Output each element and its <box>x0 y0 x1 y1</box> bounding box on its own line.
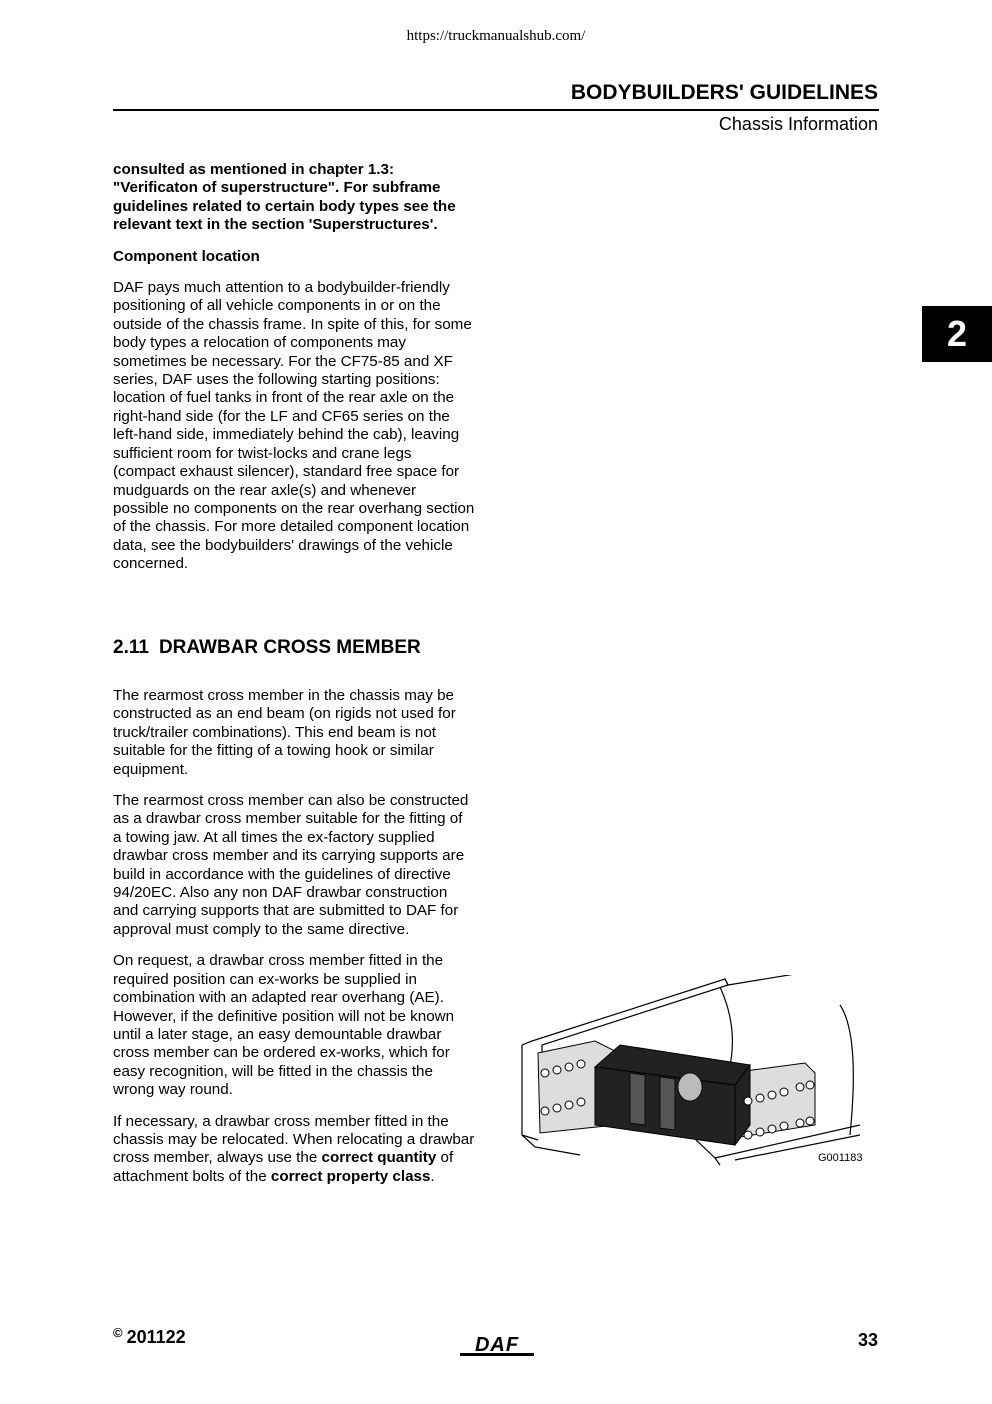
page-header-subtitle: Chassis Information <box>718 114 878 134</box>
paragraph-3: On request, a drawbar cross member fitted in the required position can ex-works be supplied in combination with an adapted rear overhang (AE). However, if the definitive position will not be known until a later stage, an easy demountable drawbar cross member can be ordered ex-works, which for easy recognition, will be fitted in the chassis the wrong way round. <box>113 952 455 1099</box>
page-number: 33 <box>857 1330 878 1350</box>
page-header-title: BODYBUILDERS' GUIDELINES <box>570 81 878 104</box>
section-title: DRAWBAR CROSS MEMBER <box>158 637 421 658</box>
p4-text-1: If necessary, a drawbar cross member fitted in the chassis may be relocated. When relocating a drawbar cross member, always use the <box>113 1112 475 1167</box>
drawbar-cross-member-illustration <box>520 975 863 1175</box>
chapter-tab: 2 <box>922 306 992 362</box>
paragraph-1: The rearmost cross member in the chassis may be constructed as an end beam (on rigids not used for truck/trailer combinations). This end beam is not suitable for the fitting of a towing hook or similar equipment. <box>113 687 456 778</box>
source-url[interactable]: https://truckmanualshub.com/ <box>406 28 586 44</box>
p4-bold-1: correct quantity <box>321 1149 437 1167</box>
footer-copyright <box>113 1327 186 1348</box>
paragraph-4 <box>113 1113 475 1187</box>
intro-block <box>113 161 475 587</box>
figure-code: G001183 <box>818 1152 863 1164</box>
intro-text: consulted as mentioned in chapter 1.3: "Verificaton of superstructure". For subframe guidelines related to certain body types see the relevant text in the section 'Superstructures'. <box>113 161 456 234</box>
footer-year-code: 201122 <box>126 1327 186 1347</box>
section-body <box>113 687 475 1199</box>
header-divider <box>113 109 879 111</box>
daf-logo <box>460 1333 534 1357</box>
p4-text-3: . <box>430 1167 435 1185</box>
p4-bold-2: correct property class <box>270 1167 431 1185</box>
section-heading <box>113 637 421 659</box>
p4-text-2: of attachment bolts of the <box>113 1149 454 1185</box>
paragraph-2: The rearmost cross member can also be constructed as a drawbar cross member suitable for the fitting of a towing jaw. At all times the ex-factory supplied drawbar cross member and its carrying supports are build in accordance with the guidelines of directive 94/20EC. Also any non DAF drawbar construction and carrying supports that are submitted to DAF for approval must comply to the same directive. <box>113 792 469 938</box>
component-location-heading: Component location <box>113 247 260 265</box>
svg-text:DAF: DAF <box>474 1334 520 1356</box>
copyright-symbol: © <box>113 1325 123 1340</box>
component-location-body: DAF pays much attention to a bodybuilder-friendly positioning of all vehicle components in or on the outside of the chassis frame. In spite of this, for some body types a relocation of components may sometimes be necessary. For the CF75-85 and XF series, DAF uses the following starting positions: location of fuel tanks in front of the rear axle on the right-hand side (for the LF and CF65 series on the left-hand side, immediately behind the cab), leaving sufficient room for twist-locks and crane legs (compact exhaust silencer), standard free space for mudguards on the rear axle(s) and whenever possible no components on the rear overhang section of the chassis. For more detailed component location data, see the bodybuilders' drawings of the vehicle concerned. <box>113 279 475 573</box>
section-number: 2.11 <box>113 637 149 658</box>
